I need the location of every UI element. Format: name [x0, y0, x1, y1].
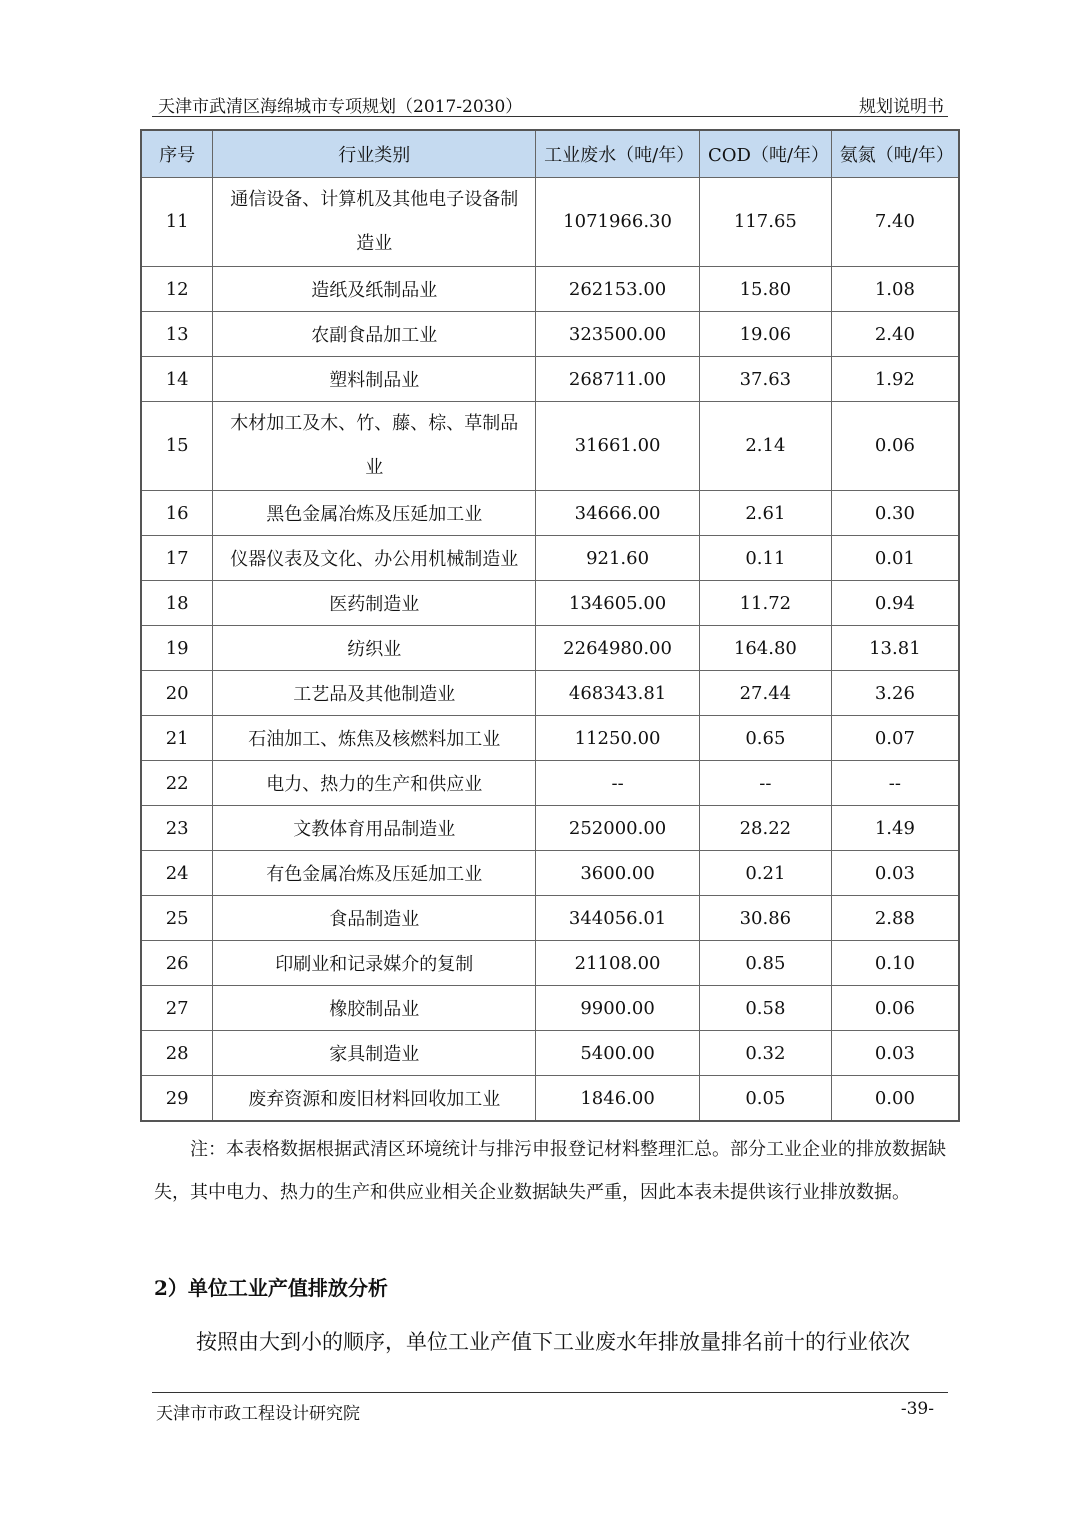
page-number: -39- — [900, 1399, 934, 1419]
cell-no: 15 — [141, 402, 213, 491]
cell-category — [213, 716, 536, 761]
cell-cod: 0.05 — [699, 1076, 831, 1122]
cell-wastewater: -- — [536, 761, 700, 806]
cell-cod: 37.63 — [699, 357, 831, 402]
table-row — [141, 536, 959, 581]
category-line: 工艺品及其他制造业 — [293, 684, 456, 705]
cell-cod: 19.06 — [699, 312, 831, 357]
category-line: 印刷业和记录媒介的复制 — [275, 954, 474, 975]
table-row — [141, 761, 959, 806]
cell-cod: 0.65 — [699, 716, 831, 761]
cell-wastewater: 1071966.30 — [536, 178, 700, 267]
cell-category — [213, 491, 536, 536]
cell-cod: 2.14 — [699, 402, 831, 491]
cell-wastewater: 252000.00 — [536, 806, 700, 851]
table-row — [141, 312, 959, 357]
table-header-row — [141, 130, 959, 178]
cell-ammonia: 0.00 — [831, 1076, 959, 1122]
section-heading: 2）单位工业产值排放分析 — [154, 1276, 388, 1300]
cell-category — [213, 761, 536, 806]
category-line: 纺织业 — [347, 639, 402, 660]
cell-ammonia: 0.94 — [831, 581, 959, 626]
cell-wastewater: 21108.00 — [536, 941, 700, 986]
table-row — [141, 986, 959, 1031]
cell-ammonia: 1.92 — [831, 357, 959, 402]
cell-no: 25 — [141, 896, 213, 941]
category-line: 造业 — [356, 233, 393, 254]
cell-no: 11 — [141, 178, 213, 267]
cell-category — [213, 581, 536, 626]
cell-cod: 2.61 — [699, 491, 831, 536]
cell-no: 18 — [141, 581, 213, 626]
cell-wastewater: 1846.00 — [536, 1076, 700, 1122]
cell-wastewater: 344056.01 — [536, 896, 700, 941]
cell-category — [213, 851, 536, 896]
category-line: 造纸及纸制品业 — [311, 280, 438, 301]
cell-no: 28 — [141, 1031, 213, 1076]
cell-no: 12 — [141, 267, 213, 312]
column-header-category: 行业类别 — [213, 130, 536, 178]
cell-no: 21 — [141, 716, 213, 761]
industry-emission-table — [140, 129, 960, 1122]
category-line: 木材加工及木、竹、藤、棕、草制品 — [230, 413, 519, 434]
category-line: 仪器仪表及文化、办公用机械制造业 — [230, 549, 519, 570]
table-row — [141, 896, 959, 941]
page-header — [152, 88, 948, 117]
cell-cod: 27.44 — [699, 671, 831, 716]
table-row — [141, 671, 959, 716]
table-row — [141, 716, 959, 761]
column-header-no: 序号 — [141, 130, 213, 178]
column-header-ammonia: 氨氮（吨/年） — [831, 130, 959, 178]
category-line: 电力、热力的生产和供应业 — [266, 774, 483, 795]
cell-no: 19 — [141, 626, 213, 671]
cell-category — [213, 896, 536, 941]
cell-ammonia: 0.03 — [831, 1031, 959, 1076]
cell-wastewater: 468343.81 — [536, 671, 700, 716]
cell-category — [213, 1076, 536, 1122]
cell-no: 26 — [141, 941, 213, 986]
cell-no: 13 — [141, 312, 213, 357]
table-row — [141, 357, 959, 402]
cell-cod: 164.80 — [699, 626, 831, 671]
cell-category — [213, 671, 536, 716]
category-line: 废弃资源和废旧材料回收加工业 — [248, 1089, 501, 1110]
table-row — [141, 626, 959, 671]
category-line: 塑料制品业 — [329, 370, 420, 391]
category-line: 石油加工、炼焦及核燃料加工业 — [248, 729, 501, 750]
cell-wastewater: 3600.00 — [536, 851, 700, 896]
cell-wastewater: 31661.00 — [536, 402, 700, 491]
cell-wastewater: 323500.00 — [536, 312, 700, 357]
cell-no: 20 — [141, 671, 213, 716]
cell-no: 23 — [141, 806, 213, 851]
cell-no: 29 — [141, 1076, 213, 1122]
cell-wastewater: 262153.00 — [536, 267, 700, 312]
category-line: 通信设备、计算机及其他电子设备制 — [230, 189, 519, 210]
cell-ammonia: 0.30 — [831, 491, 959, 536]
cell-ammonia: 0.01 — [831, 536, 959, 581]
cell-ammonia: 1.49 — [831, 806, 959, 851]
cell-ammonia: 0.07 — [831, 716, 959, 761]
cell-no: 17 — [141, 536, 213, 581]
table-row — [141, 1031, 959, 1076]
cell-category — [213, 267, 536, 312]
cell-no: 22 — [141, 761, 213, 806]
table-row — [141, 581, 959, 626]
cell-category — [213, 357, 536, 402]
cell-no: 24 — [141, 851, 213, 896]
cell-cod: 117.65 — [699, 178, 831, 267]
column-header-cod: COD（吨/年） — [699, 130, 831, 178]
cell-ammonia: 0.06 — [831, 986, 959, 1031]
cell-no: 14 — [141, 357, 213, 402]
cell-category — [213, 941, 536, 986]
category-line: 家具制造业 — [329, 1044, 420, 1065]
cell-ammonia: 13.81 — [831, 626, 959, 671]
cell-cod: 15.80 — [699, 267, 831, 312]
cell-no: 27 — [141, 986, 213, 1031]
document-title: 天津市武清区海绵城市专项规划（2017-2030） — [158, 97, 523, 117]
category-line: 食品制造业 — [329, 909, 420, 930]
category-line: 橡胶制品业 — [329, 999, 420, 1020]
cell-cod: 0.85 — [699, 941, 831, 986]
cell-wastewater: 2264980.00 — [536, 626, 700, 671]
cell-cod: 28.22 — [699, 806, 831, 851]
cell-wastewater: 34666.00 — [536, 491, 700, 536]
table-row — [141, 1076, 959, 1122]
cell-category — [213, 1031, 536, 1076]
cell-wastewater: 134605.00 — [536, 581, 700, 626]
cell-wastewater: 11250.00 — [536, 716, 700, 761]
category-line: 医药制造业 — [329, 594, 420, 615]
cell-ammonia: -- — [831, 761, 959, 806]
cell-wastewater: 9900.00 — [536, 986, 700, 1031]
table-row — [141, 941, 959, 986]
category-line: 业 — [365, 457, 384, 478]
cell-ammonia: 0.03 — [831, 851, 959, 896]
category-line: 农副食品加工业 — [311, 325, 438, 346]
cell-ammonia: 0.10 — [831, 941, 959, 986]
cell-wastewater: 5400.00 — [536, 1031, 700, 1076]
cell-no: 16 — [141, 491, 213, 536]
cell-cod: -- — [699, 761, 831, 806]
cell-cod: 0.58 — [699, 986, 831, 1031]
cell-cod: 11.72 — [699, 581, 831, 626]
cell-ammonia: 3.26 — [831, 671, 959, 716]
cell-wastewater: 268711.00 — [536, 357, 700, 402]
body-paragraph: 按照由大到小的顺序，单位工业产值下工业废水年排放量排名前十的行业依次 — [196, 1330, 910, 1354]
table-row — [141, 851, 959, 896]
cell-cod: 0.21 — [699, 851, 831, 896]
cell-cod: 30.86 — [699, 896, 831, 941]
page-footer — [152, 1392, 948, 1424]
cell-wastewater: 921.60 — [536, 536, 700, 581]
table-row — [141, 267, 959, 312]
cell-cod: 0.32 — [699, 1031, 831, 1076]
cell-category — [213, 626, 536, 671]
cell-ammonia: 7.40 — [831, 178, 959, 267]
cell-category — [213, 312, 536, 357]
document-type: 规划说明书 — [859, 97, 944, 117]
category-line: 文教体育用品制造业 — [293, 819, 456, 840]
column-header-wastewater: 工业废水（吨/年） — [536, 130, 700, 178]
cell-ammonia: 2.88 — [831, 896, 959, 941]
cell-cod: 0.11 — [699, 536, 831, 581]
cell-ammonia: 2.40 — [831, 312, 959, 357]
table-row — [141, 806, 959, 851]
cell-category — [213, 402, 536, 491]
table-note: 注：本表格数据根据武清区环境统计与排污申报登记材料整理汇总。部分工业企业的排放数据缺失，其中电力、热力的生产和供应业相关企业数据缺失严重，因此本表未提供该行业排放数据。 — [154, 1139, 946, 1203]
cell-category — [213, 806, 536, 851]
cell-ammonia: 1.08 — [831, 267, 959, 312]
cell-category — [213, 986, 536, 1031]
category-line: 黑色金属冶炼及压延加工业 — [266, 504, 483, 525]
category-line: 有色金属冶炼及压延加工业 — [266, 864, 483, 885]
organization-name: 天津市市政工程设计研究院 — [156, 1404, 360, 1424]
cell-ammonia: 0.06 — [831, 402, 959, 491]
table-row — [141, 491, 959, 536]
table-row — [141, 402, 959, 491]
cell-category — [213, 178, 536, 267]
cell-category — [213, 536, 536, 581]
table-row — [141, 178, 959, 267]
